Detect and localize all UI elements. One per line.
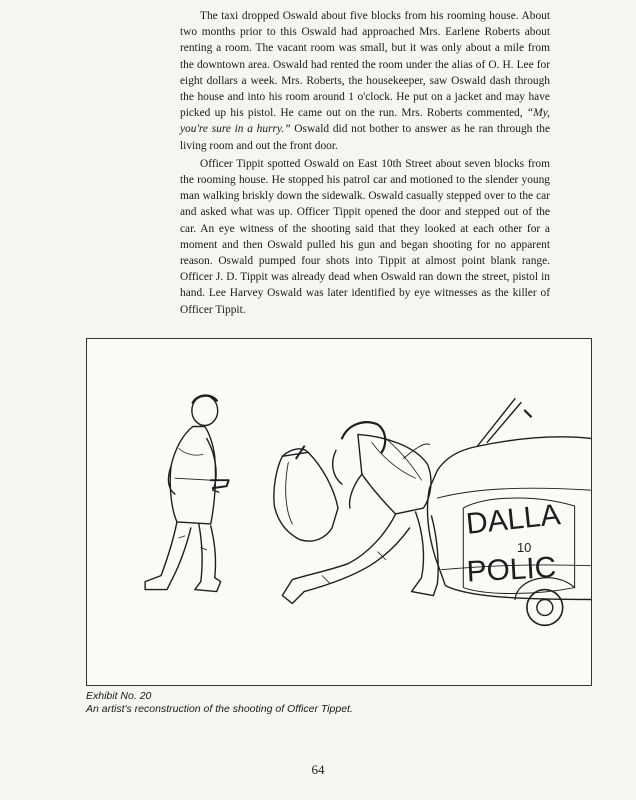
page-number: 64: [311, 762, 325, 777]
shooter-figure: [145, 396, 229, 592]
paragraph-1-text-before: The taxi dropped Oswald about five blocks from his rooming house. About two months prior to this Oswald had approached Mrs. Earlene Roberts about renting a room. The vacant room was small, but it was only about a mile from the downtown area. Oswald had rented the room under the alias of O. H. Lee for eight dollars a week. Mrs. Roberts, the housekeeper, saw Oswald dash through the house and into his room around 1 o'clock. He put on a jacket and may have picked up his pistol. He came out on the run. Mrs. Roberts commented,: [180, 10, 550, 120]
paragraph-1: [180, 8, 550, 154]
illustration-drawing: [87, 339, 591, 685]
car-lettering-dallas: DALLA: [464, 498, 562, 541]
paragraph-1-quote: “My, you're sure in a hurry.”: [180, 107, 550, 136]
paragraph-2: Officer Tippit spotted Oswald on East 10th Street about seven blocks from the rooming house. He stopped his patrol car and motioned to the slender young man walking briskly down the sidewalk. Oswald casually stepped over to the car and asked what was up. Officer Tippit opened the door and stepped out of the car. An eye witness of the shooting said that they looked at each other for a moment and then Oswald pulled his gun and began shooting for no apparent reason. Oswald pumped four shots into Tippit at almost point blank range. Officer J. D. Tippit was already dead when Oswald ran down the street, pistol in hand. Lee Harvey Oswald was later identified by eye witnesses as the killer of Officer Tippit.: [180, 157, 550, 316]
figure-caption: [86, 690, 606, 716]
exhibit-label: Exhibit No. 20: [86, 690, 152, 702]
paragraph-1-text-after: Oswald did not bother to answer as he ran through the living room and out the front door.: [180, 123, 550, 152]
car-door: [274, 446, 338, 541]
exhibit-description: An artist's reconstruction of the shooting of Officer Tippet.: [86, 703, 353, 715]
body-text: [180, 8, 550, 318]
exhibit-illustration: [86, 338, 592, 686]
officer-figure: [282, 422, 438, 603]
car-number: 10: [516, 539, 532, 555]
car-lettering-police: POLIC: [465, 550, 557, 589]
